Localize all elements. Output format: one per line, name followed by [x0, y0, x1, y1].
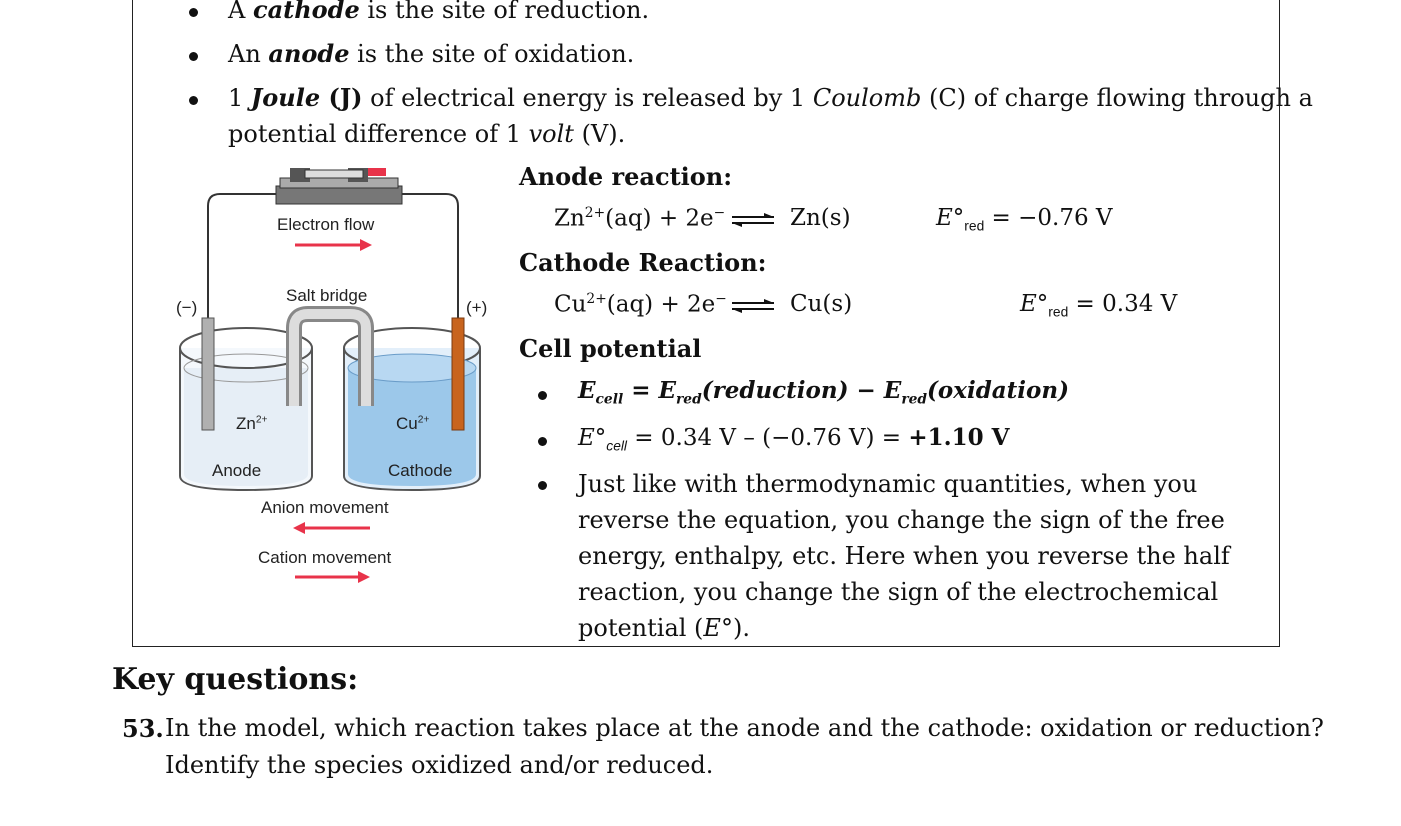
- anode-potential: $E^\circ_{red} = -0.76$ V: [936, 205, 1113, 234]
- bullet-dot: [538, 481, 547, 490]
- cathode-reaction-heading: Cathode Reaction:: [519, 248, 767, 277]
- copper-electrode: [452, 318, 464, 430]
- bullet-dot: [189, 52, 198, 61]
- equilibrium-arrow-icon: [728, 298, 778, 314]
- anion-movement-label: Anion movement: [261, 498, 389, 517]
- electron-flow-label: Electron flow: [277, 215, 375, 234]
- question-number: 53.: [122, 714, 164, 743]
- bullet-dot: [189, 96, 198, 105]
- bullet-dot: [189, 8, 198, 17]
- cation-movement-label: Cation movement: [258, 548, 392, 567]
- anode-label: Anode: [212, 461, 262, 480]
- note-line-1: Just like with thermodynamic quantities, when you: [578, 470, 1198, 498]
- negative-terminal-label: (−): [176, 298, 198, 317]
- bullet-joule-line1: 1 Joule (J) of electrical energy is released by 1 Coulomb (C) of charge flowing through a: [228, 83, 1313, 112]
- note-line-3: energy, enthalpy, etc. Here when you reverse the half: [578, 542, 1230, 570]
- bullet-dot: [538, 391, 547, 400]
- switch-icon: [276, 168, 402, 204]
- cathode-product: Cu(s): [790, 291, 853, 317]
- anode-reaction-heading: Anode reaction:: [519, 162, 733, 191]
- anode-half-reaction: $Zn^{2+}(aq) + 2e^-$: [554, 205, 726, 232]
- cathode-label: Cathode: [388, 461, 453, 480]
- zinc-electrode: [202, 318, 214, 430]
- bullet-anode: An anode is the site of oxidation.: [228, 39, 635, 68]
- cell-potential-formula: $E_{cell}$ = $E_{red}(reduction)$ − $E_{red}(oxidation)$: [578, 377, 1069, 408]
- bullet-dot: [538, 437, 547, 446]
- note-line-5: potential (E°).: [578, 614, 750, 642]
- question-line-2: Identify the species oxidized and/or reduced.: [165, 751, 714, 779]
- cell-potential-calc: $E^\circ_{cell} = 0.34$ V – (−0.76 V) = +1.10 V: [578, 424, 1010, 454]
- zn-ion-label: $Zn^{2+}$: [236, 414, 268, 433]
- cu-ion-label: $Cu^{2+}$: [396, 414, 430, 433]
- note-line-4: reaction, you change the sign of the electrochemical: [578, 578, 1219, 606]
- anode-product: Zn(s): [790, 205, 851, 231]
- equilibrium-arrow-icon: [728, 212, 778, 228]
- key-questions-heading: Key questions:: [112, 662, 359, 697]
- cathode-potential: $E^\circ_{red} = 0.34$ V: [1020, 291, 1178, 320]
- cathode-half-reaction: $Cu^{2+}(aq) + 2e^-$: [554, 291, 727, 318]
- salt-bridge-label: Salt bridge: [286, 286, 368, 305]
- bullet-joule-line2: potential difference of 1 volt (V).: [228, 120, 626, 148]
- cell-potential-heading: Cell potential: [519, 334, 702, 363]
- positive-terminal-label: (+): [466, 298, 488, 317]
- bullet-cathode: A cathode is the site of reduction.: [228, 0, 650, 24]
- question-line-1: In the model, which reaction takes place at the anode and the cathode: oxidation or reduction?: [165, 714, 1324, 742]
- note-line-2: reverse the equation, you change the sign of the free: [578, 506, 1225, 534]
